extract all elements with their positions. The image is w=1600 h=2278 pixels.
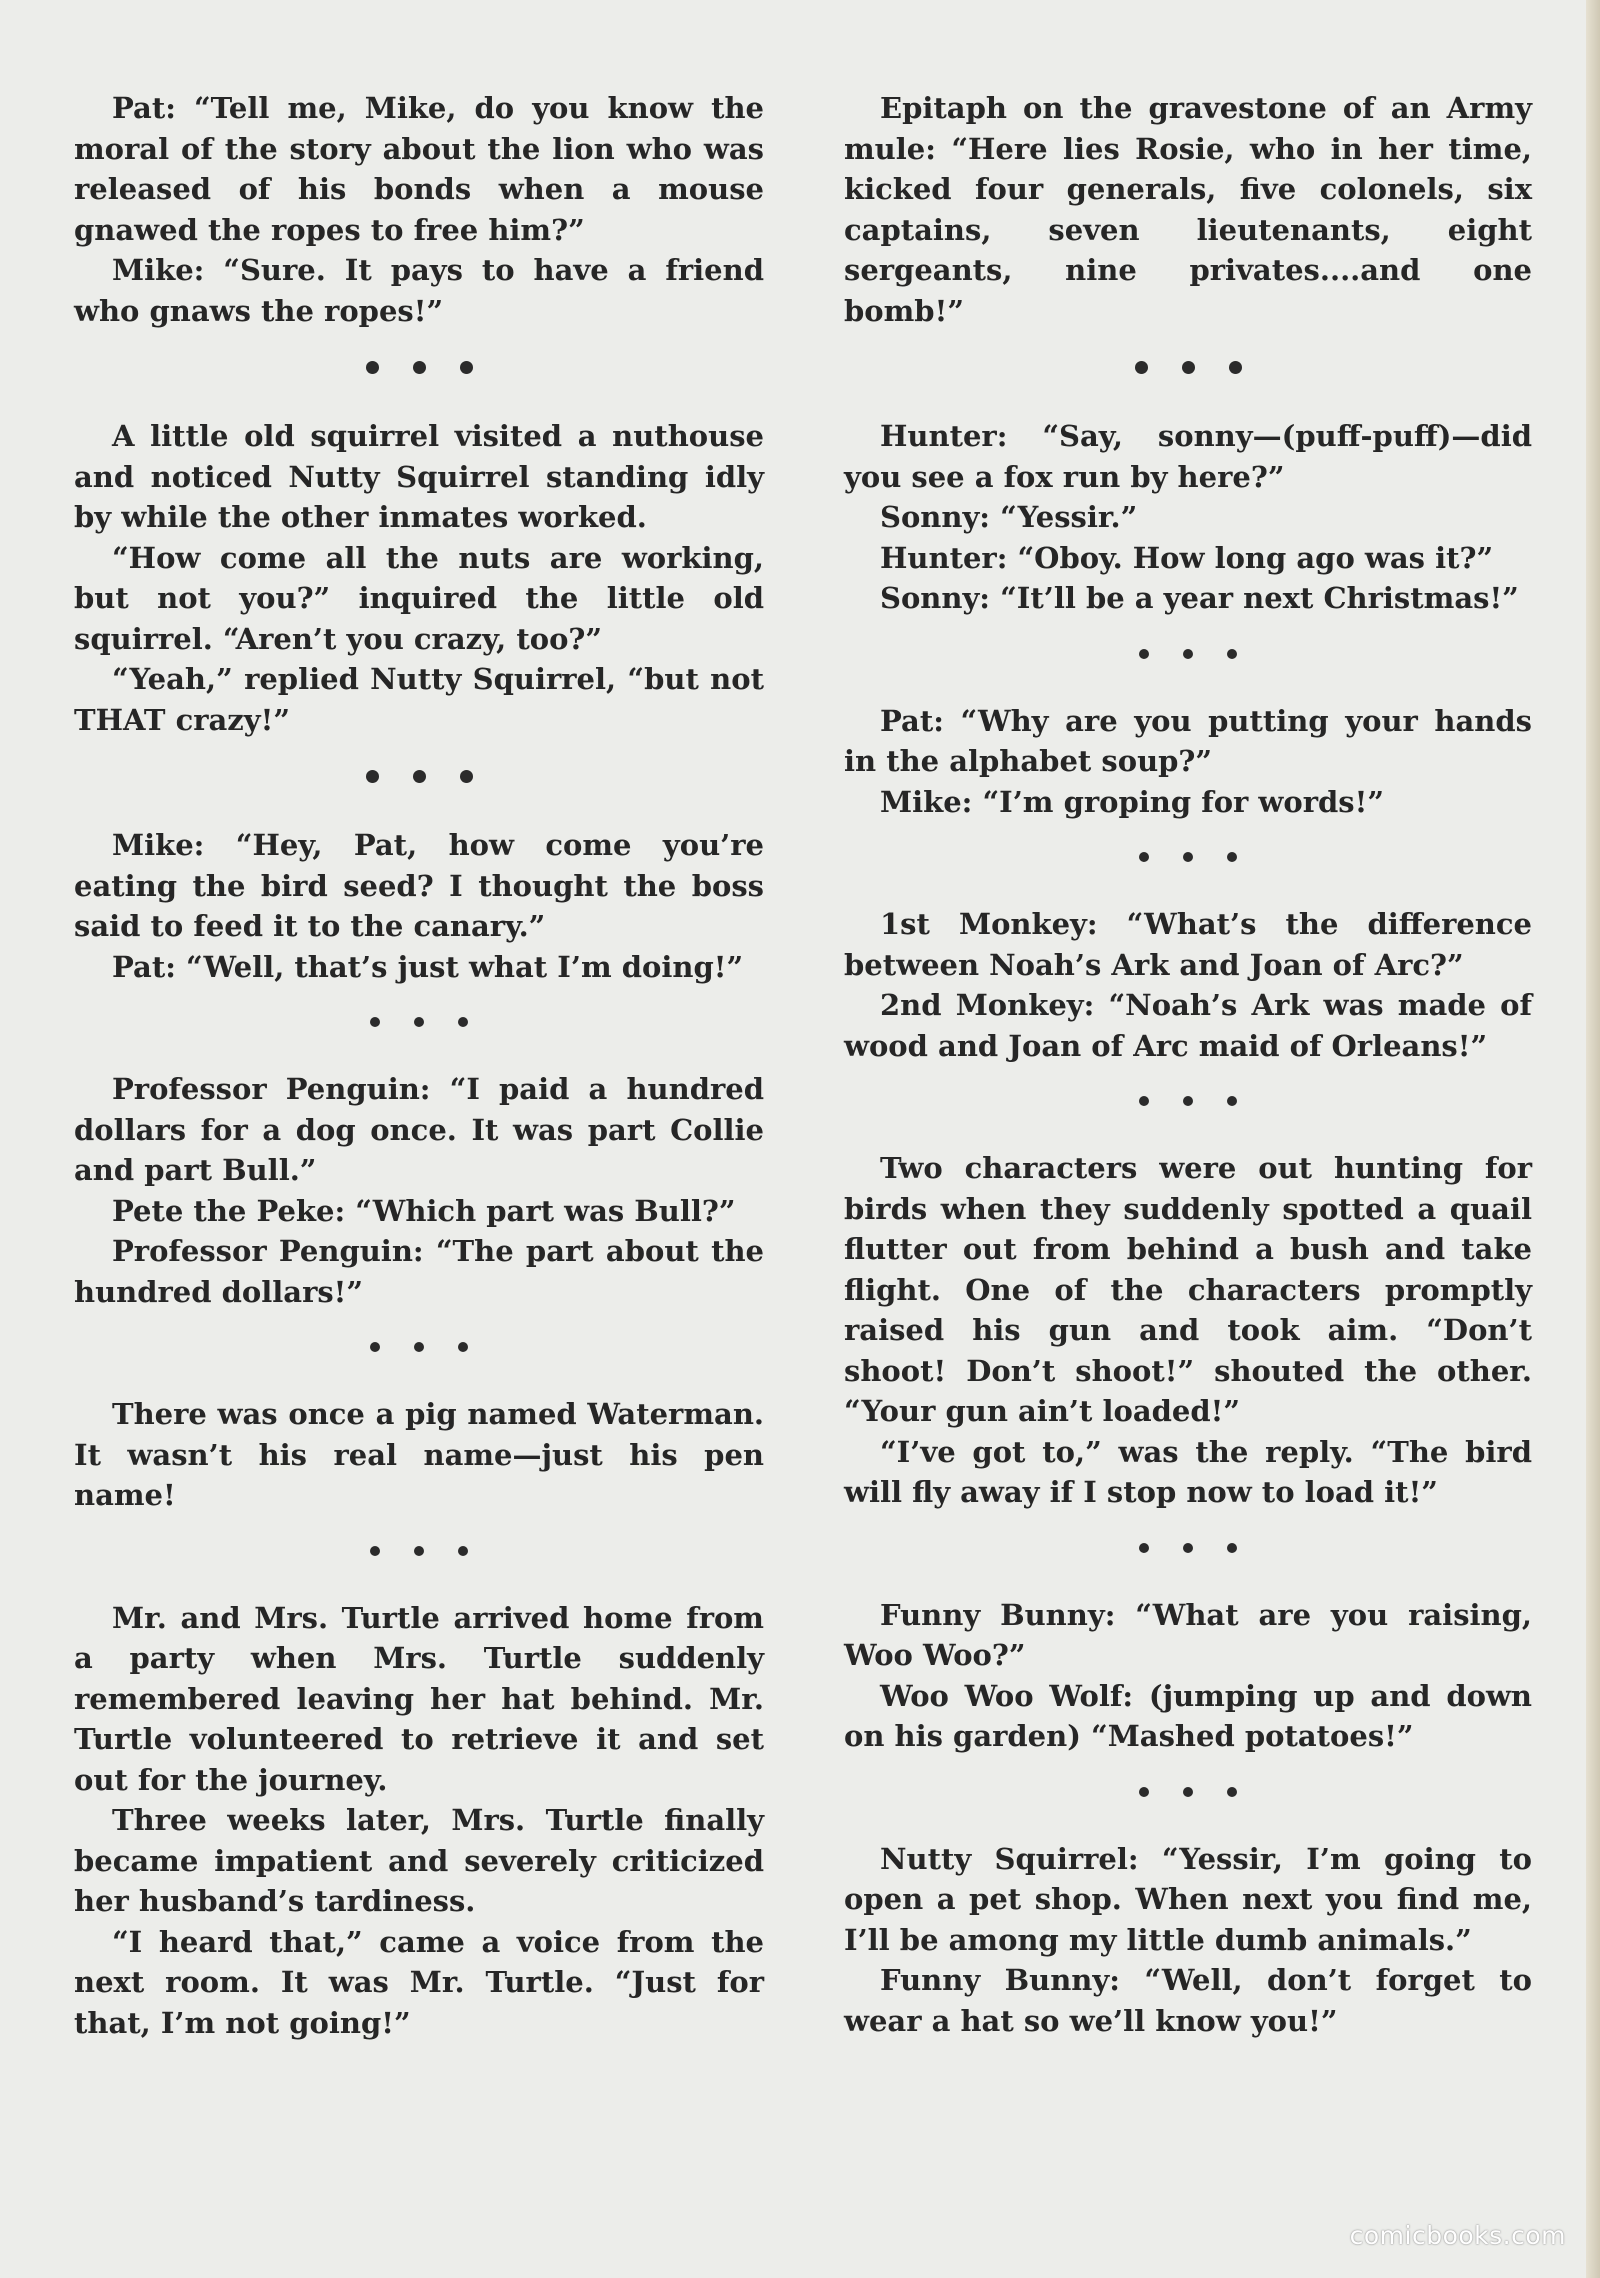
joke-paragraph: Mr. and Mrs. Turtle arrived home from a party when Mrs. Turtle suddenly remembered leaving her hat behind. Mr. Turtle volunteered to retrieve it and set out for the journey. <box>74 1600 764 1797</box>
joke-separator <box>74 770 764 783</box>
separator-dot <box>366 770 379 783</box>
right-column <box>844 88 1532 2041</box>
joke-mashed-potatoes <box>844 1595 1532 1757</box>
separator-dot <box>1182 361 1195 374</box>
separator-dot <box>414 1546 424 1556</box>
watermark: comicbooks.com <box>1349 2221 1566 2250</box>
joke-paragraph: Funny Bunny: “Well, don’t forget to wear a hat so we’ll know you!” <box>844 1963 1532 2038</box>
separator-dot <box>1183 852 1193 862</box>
joke-hunter-fox <box>844 416 1532 619</box>
joke-separator <box>844 852 1532 862</box>
separator-dot <box>1183 1543 1193 1553</box>
separator-dot <box>458 1546 468 1556</box>
joke-paragraph: A little old squirrel visited a nuthouse and noticed Nutty Squirrel standing idly by while the other inmates worked. <box>74 419 764 534</box>
joke-bird-seed <box>74 825 764 987</box>
separator-dot <box>370 1546 380 1556</box>
joke-paragraph: Professor Penguin: “I paid a hundred dollars for a dog once. It was part Collie and part Bull.” <box>74 1072 764 1187</box>
joke-paragraph: Pete the Peke: “Which part was Bull?” <box>112 1193 736 1228</box>
joke-collie-bull <box>74 1069 764 1312</box>
joke-paragraph: Mike: “I’m groping for words!” <box>880 784 1385 819</box>
separator-dot <box>1139 1787 1149 1797</box>
joke-army-mule <box>844 88 1532 331</box>
separator-dot <box>370 1342 380 1352</box>
separator-dot <box>1227 1787 1237 1797</box>
separator-dot <box>460 361 473 374</box>
joke-nuthouse <box>74 416 764 740</box>
separator-dot <box>366 361 379 374</box>
separator-dot <box>1183 649 1193 659</box>
joke-separator <box>844 1543 1532 1553</box>
joke-paragraph: There was once a pig named Waterman. It wasn’t his real name—just his pen name! <box>74 1397 764 1512</box>
separator-dot <box>414 1017 424 1027</box>
joke-separator <box>844 1096 1532 1106</box>
joke-alphabet-soup <box>844 701 1532 823</box>
separator-dot <box>458 1017 468 1027</box>
separator-dot <box>1135 361 1148 374</box>
separator-dot <box>414 1342 424 1352</box>
joke-separator <box>74 1546 764 1556</box>
separator-dot <box>1227 1543 1237 1553</box>
joke-paragraph: Mike: “Sure. It pays to have a friend who gnaws the ropes!” <box>74 253 764 328</box>
joke-pet-shop <box>844 1839 1532 2042</box>
separator-dot <box>1183 1096 1193 1106</box>
separator-dot <box>1183 1787 1193 1797</box>
joke-separator <box>844 1787 1532 1797</box>
joke-paragraph: Hunter: “Say, sonny—(puff-puff)—did you see a fox run by here?” <box>844 419 1532 494</box>
page-edge <box>1586 0 1600 2278</box>
joke-paragraph: Sonny: “It’ll be a year next Christmas!” <box>880 581 1519 615</box>
joke-paragraph: Funny Bunny: “What are you raising, Woo Woo?” <box>844 1597 1532 1672</box>
separator-dot <box>458 1342 468 1352</box>
joke-paragraph: 1st Monkey: “What’s the difference between Noah’s Ark and Joan of Arc?” <box>844 907 1532 982</box>
joke-paragraph: Mike: “Hey, Pat, how come you’re eating the bird seed? I thought the boss said to feed it to the canary.” <box>74 828 764 943</box>
joke-paragraph: Sonny: “Yessir.” <box>880 500 1138 534</box>
joke-paragraph: Two characters were out hunting for birds when they suddenly spotted a quail flutter out from behind a bush and take flight. One of the characters promptly raised his gun and took aim. “Don’t shoot! Don’t shoot!” shouted the other. “Your gun ain’t loaded!” <box>844 1151 1532 1428</box>
joke-paragraph: Hunter: “Oboy. How long ago was it?” <box>880 540 1494 575</box>
separator-dot <box>1139 852 1149 862</box>
separator-dot <box>1227 649 1237 659</box>
joke-paragraph: Woo Woo Wolf: (jumping up and down on his garden) “Mashed potatoes!” <box>844 1678 1532 1753</box>
separator-dot <box>413 770 426 783</box>
joke-pen-name <box>74 1394 764 1516</box>
left-column <box>74 88 764 2043</box>
separator-dot <box>460 770 473 783</box>
joke-quail-hunt <box>844 1148 1532 1513</box>
joke-paragraph: “I heard that,” came a voice from the next room. It was Mr. Turtle. “Just for that, I’m not going!” <box>74 1924 764 2040</box>
joke-paragraph: 2nd Monkey: “Noah’s Ark was made of wood and Joan of Arc maid of Orleans!” <box>844 988 1532 1063</box>
joke-paragraph: Pat: “Well, that’s just what I’m doing!” <box>112 949 744 984</box>
separator-dot <box>1139 649 1149 659</box>
joke-separator <box>844 361 1532 374</box>
separator-dot <box>1227 1096 1237 1106</box>
separator-dot <box>1139 1543 1149 1553</box>
separator-dot <box>413 361 426 374</box>
joke-paragraph: Epitaph on the gravestone of an Army mule: “Here lies Rosie, who in her time, kicked four generals, five colonels, six captains, seven lieutenants, eight sergeants, nine privates....and one bomb!” <box>844 91 1532 328</box>
joke-lion-mouse <box>74 88 764 331</box>
joke-turtle-hat <box>74 1598 764 2044</box>
joke-noahs-ark <box>844 904 1532 1066</box>
joke-paragraph: Three weeks later, Mrs. Turtle finally became impatient and severely criticized her husband’s tardiness. <box>74 1803 764 1918</box>
separator-dot <box>370 1017 380 1027</box>
separator-dot <box>1229 361 1242 374</box>
joke-paragraph: Professor Penguin: “The part about the hundred dollars!” <box>74 1234 764 1309</box>
joke-paragraph: “Yeah,” replied Nutty Squirrel, “but not THAT crazy!” <box>74 662 764 737</box>
joke-separator <box>74 361 764 374</box>
separator-dot <box>1139 1096 1149 1106</box>
separator-dot <box>1227 852 1237 862</box>
joke-paragraph: Pat: “Why are you putting your hands in the alphabet soup?” <box>844 703 1532 778</box>
joke-separator <box>74 1017 764 1027</box>
joke-separator <box>844 649 1532 659</box>
joke-paragraph: Pat: “Tell me, Mike, do you know the moral of the story about the lion who was released of his bonds when a mouse gnawed the ropes to free him?” <box>74 91 764 247</box>
joke-paragraph: Nutty Squirrel: “Yessir, I’m going to open a pet shop. When next you find me, I’ll be among my little dumb animals.” <box>844 1841 1532 1957</box>
joke-paragraph: “How come all the nuts are working, but not you?” inquired the little old squirrel. “Aren’t you crazy, too?” <box>74 540 764 656</box>
joke-separator <box>74 1342 764 1352</box>
joke-paragraph: “I’ve got to,” was the reply. “The bird will fly away if I stop now to load it!” <box>844 1434 1532 1509</box>
